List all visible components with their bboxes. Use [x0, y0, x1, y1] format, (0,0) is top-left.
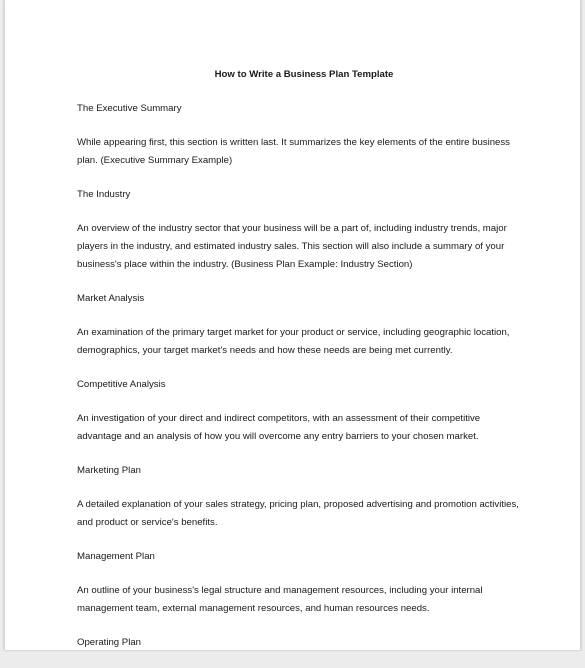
section-body-management-plan: An outline of your business's legal structure and management resources, including your internal management team, external management resources, and human resources needs. — [77, 585, 483, 614]
section-heading-executive-summary: The Executive Summary — [77, 103, 182, 114]
section-heading-marketing-plan: Marketing Plan — [77, 465, 141, 476]
section-heading-competitive-analysis: Competitive Analysis — [77, 379, 166, 390]
section-heading-market-analysis: Market Analysis — [77, 293, 145, 304]
section-heading-management-plan: Management Plan — [77, 551, 155, 562]
document-title: How to Write a Business Plan Template — [214, 69, 394, 80]
section-body-market-analysis: An examination of the primary target market for your product or service, including geographic location, demographics, your target market's needs and how these needs are being met currently. — [77, 327, 510, 356]
section-heading-industry: The Industry — [77, 189, 131, 200]
section-body-marketing-plan: A detailed explanation of your sales strategy, pricing plan, proposed advertising and promotion activities, and product or service's benefits. — [77, 499, 519, 528]
section-body-executive-summary: While appearing first, this section is written last. It summarizes the key elements of the entire business plan. (Executive Summary Example) — [77, 137, 510, 166]
section-heading-operating-plan: Operating Plan — [77, 637, 141, 648]
document-content — [77, 66, 527, 668]
section-body-industry: An overview of the industry sector that your business will be a part of, including industry trends, major players in the industry, and estimated industry sales. This section will also include a summary of your business's place within the industry. (Business Plan Example: Industry Section) — [77, 223, 507, 270]
section-body-competitive-analysis: An investigation of your direct and indirect competitors, with an assessment of their competitive advantage and an analysis of how you will overcome any entry barriers to your chosen market. — [77, 413, 481, 442]
document-page — [4, 0, 581, 650]
